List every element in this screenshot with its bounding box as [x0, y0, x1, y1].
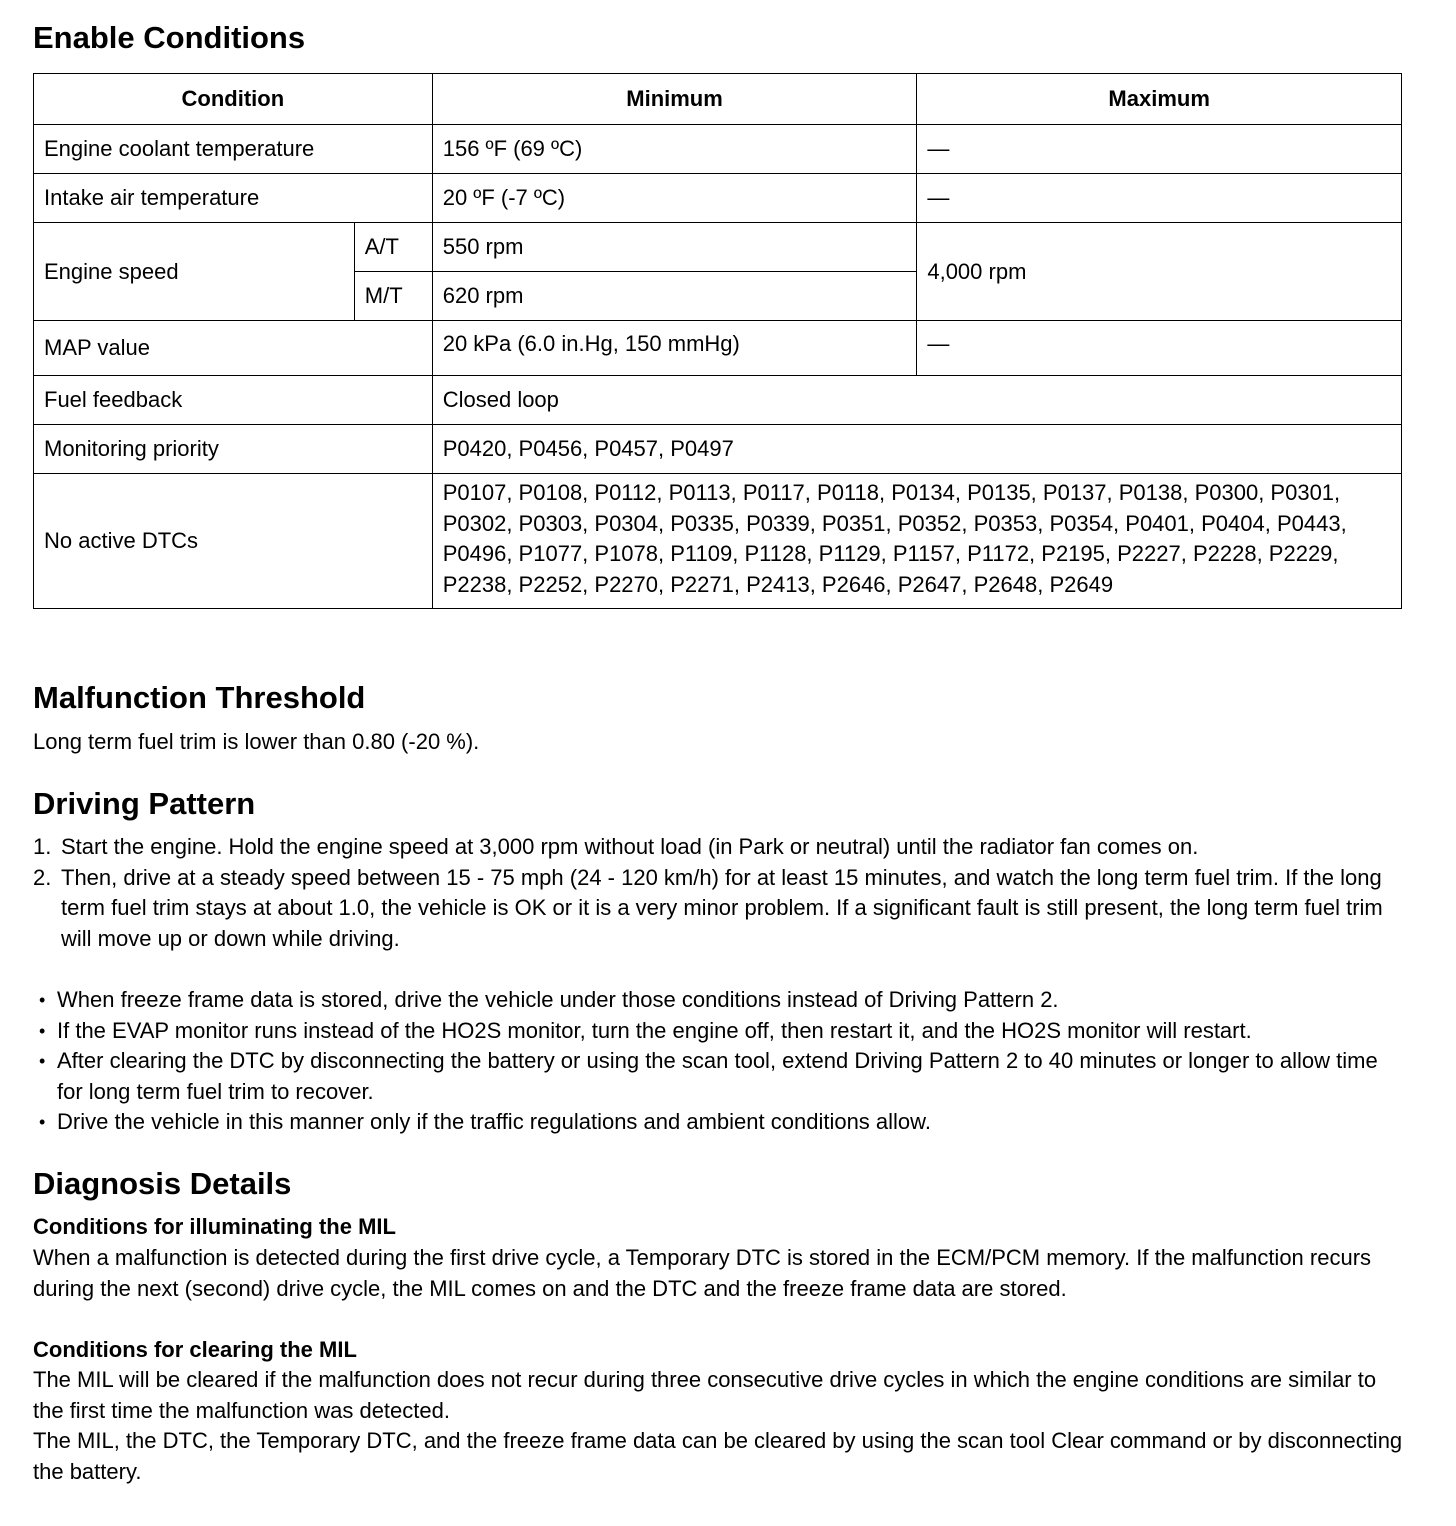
bullet-icon: •: [39, 1020, 46, 1041]
list-item: [33, 863, 1403, 955]
clearing-mil-text-2: The MIL, the DTC, the Temporary DTC, and the freeze frame data can be cleared by using the scan tool Clear command or by disconnecting the battery.: [33, 1428, 1403, 1484]
diagnosis-details-heading: Diagnosis Details: [33, 1166, 292, 1201]
bullet-icon: •: [39, 1112, 46, 1132]
table-row: [34, 376, 1402, 425]
driving-steps-list: [33, 832, 1403, 954]
column-header-maximum: Maximum: [917, 74, 1402, 125]
condition-cell: Intake air temperature: [34, 174, 433, 223]
dtc-list-cell: P0107, P0108, P0112, P0113, P0117, P0118, P0134, P0135, P0137, P0138, P0300, P0301, P0302, P0303, P0304, P0335, P0339, P0351, P0352, P0353, P0354, P0401, P0404, P0443, P0496, P1077, P1078, P1109, P1128, P1129, P1157, P1172, P2195, P2227, P2228, P2229, P2238, P2252, P2270, P2271, P2413, P2646, P2647, P2648, P2649: [432, 474, 1401, 609]
step-number: 2.: [33, 864, 52, 890]
condition-cell: Engine speed: [34, 223, 355, 321]
condition-cell: No active DTCs: [34, 474, 433, 609]
list-item: [39, 1016, 1409, 1047]
list-item: [39, 1107, 1409, 1138]
note-text: After clearing the DTC by disconnecting the battery or using the scan tool, extend Driving Pattern 2 to 40 minutes or longer to allow time for long term fuel trim to recover.: [57, 1048, 1378, 1104]
illuminating-mil-text: When a malfunction is detected during the first drive cycle, a Temporary DTC is stored in the ECM/PCM memory. If the malfunction recurs during the next (second) drive cycle, the MIL comes on and the DTC and the freeze frame data are stored.: [33, 1245, 1372, 1301]
condition-cell: Fuel feedback: [34, 376, 433, 425]
illuminating-mil-subheading: Conditions for illuminating the MIL: [33, 1214, 396, 1239]
table-row: [34, 125, 1402, 174]
condition-cell: MAP value: [34, 321, 433, 376]
table-row: [34, 223, 1402, 272]
maximum-cell: —: [917, 125, 1402, 174]
step-text: Start the engine. Hold the engine speed at 3,000 rpm without load (in Park or neutral) until the radiator fan comes on.: [61, 834, 1199, 859]
note-text: Drive the vehicle in this manner only if the traffic regulations and ambient conditions allow.: [57, 1109, 931, 1134]
table-row: [34, 321, 1402, 376]
column-header-condition: Condition: [34, 74, 433, 125]
bullet-icon: •: [39, 1051, 46, 1071]
driving-pattern-heading: Driving Pattern: [33, 786, 256, 821]
minimum-cell: 156 ºF (69 ºC): [432, 125, 917, 174]
note-text: When freeze frame data is stored, drive the vehicle under those conditions instead of Driving Pattern 2.: [57, 987, 1059, 1012]
table-header-row: [34, 74, 1402, 125]
list-item: [33, 832, 1403, 863]
minimum-cell: 550 rpm: [432, 223, 917, 272]
table-row: [34, 174, 1402, 223]
maximum-cell: —: [917, 174, 1402, 223]
note-text: If the EVAP monitor runs instead of the HO2S monitor, turn the engine off, then restart it, and the HO2S monitor will restart.: [57, 1017, 1252, 1043]
value-cell: P0420, P0456, P0457, P0497: [432, 425, 1401, 474]
column-header-minimum: Minimum: [432, 74, 917, 125]
list-item: [39, 985, 1409, 1016]
bullet-icon: •: [39, 990, 46, 1010]
enable-conditions-heading: Enable Conditions: [33, 20, 306, 55]
maximum-cell: —: [917, 321, 1402, 376]
driving-notes-list: [39, 985, 1409, 1138]
malfunction-threshold-heading: Malfunction Threshold: [33, 680, 366, 715]
value-cell: Closed loop: [432, 376, 1401, 425]
table-row: [34, 474, 1402, 609]
transmission-mt-cell: M/T: [354, 272, 432, 321]
condition-cell: Monitoring priority: [34, 425, 433, 474]
condition-cell: Engine coolant temperature: [34, 125, 433, 174]
clearing-mil-text: The MIL will be cleared if the malfunction does not recur during three consecutive drive cycles in which the engine conditions are similar to the first time the malfunction was detected.: [33, 1367, 1377, 1423]
step-text: Then, drive at a steady speed between 15 - 75 mph (24 - 120 km/h) for at least 15 minutes, and watch the long term fuel trim. If the long term fuel trim stays at about 1.0, the vehicle is OK or it is a very minor problem. If a significant fault is still present, the long term fuel trim will move up or down while driving.: [61, 864, 1383, 951]
enable-conditions-table: [33, 73, 1402, 609]
minimum-cell: 620 rpm: [432, 272, 917, 321]
minimum-cell: 20 ºF (-7 ºC): [432, 174, 917, 223]
step-number: 1.: [33, 834, 52, 859]
transmission-at-cell: A/T: [354, 223, 432, 272]
table-row: [34, 425, 1402, 474]
minimum-cell: 20 kPa (6.0 in.Hg, 150 mmHg): [432, 321, 917, 376]
malfunction-threshold-text: Long term fuel trim is lower than 0.80 (-20 %).: [33, 729, 480, 754]
list-item: [39, 1046, 1409, 1107]
clearing-mil-subheading: Conditions for clearing the MIL: [33, 1337, 357, 1362]
maximum-cell: 4,000 rpm: [917, 223, 1402, 321]
